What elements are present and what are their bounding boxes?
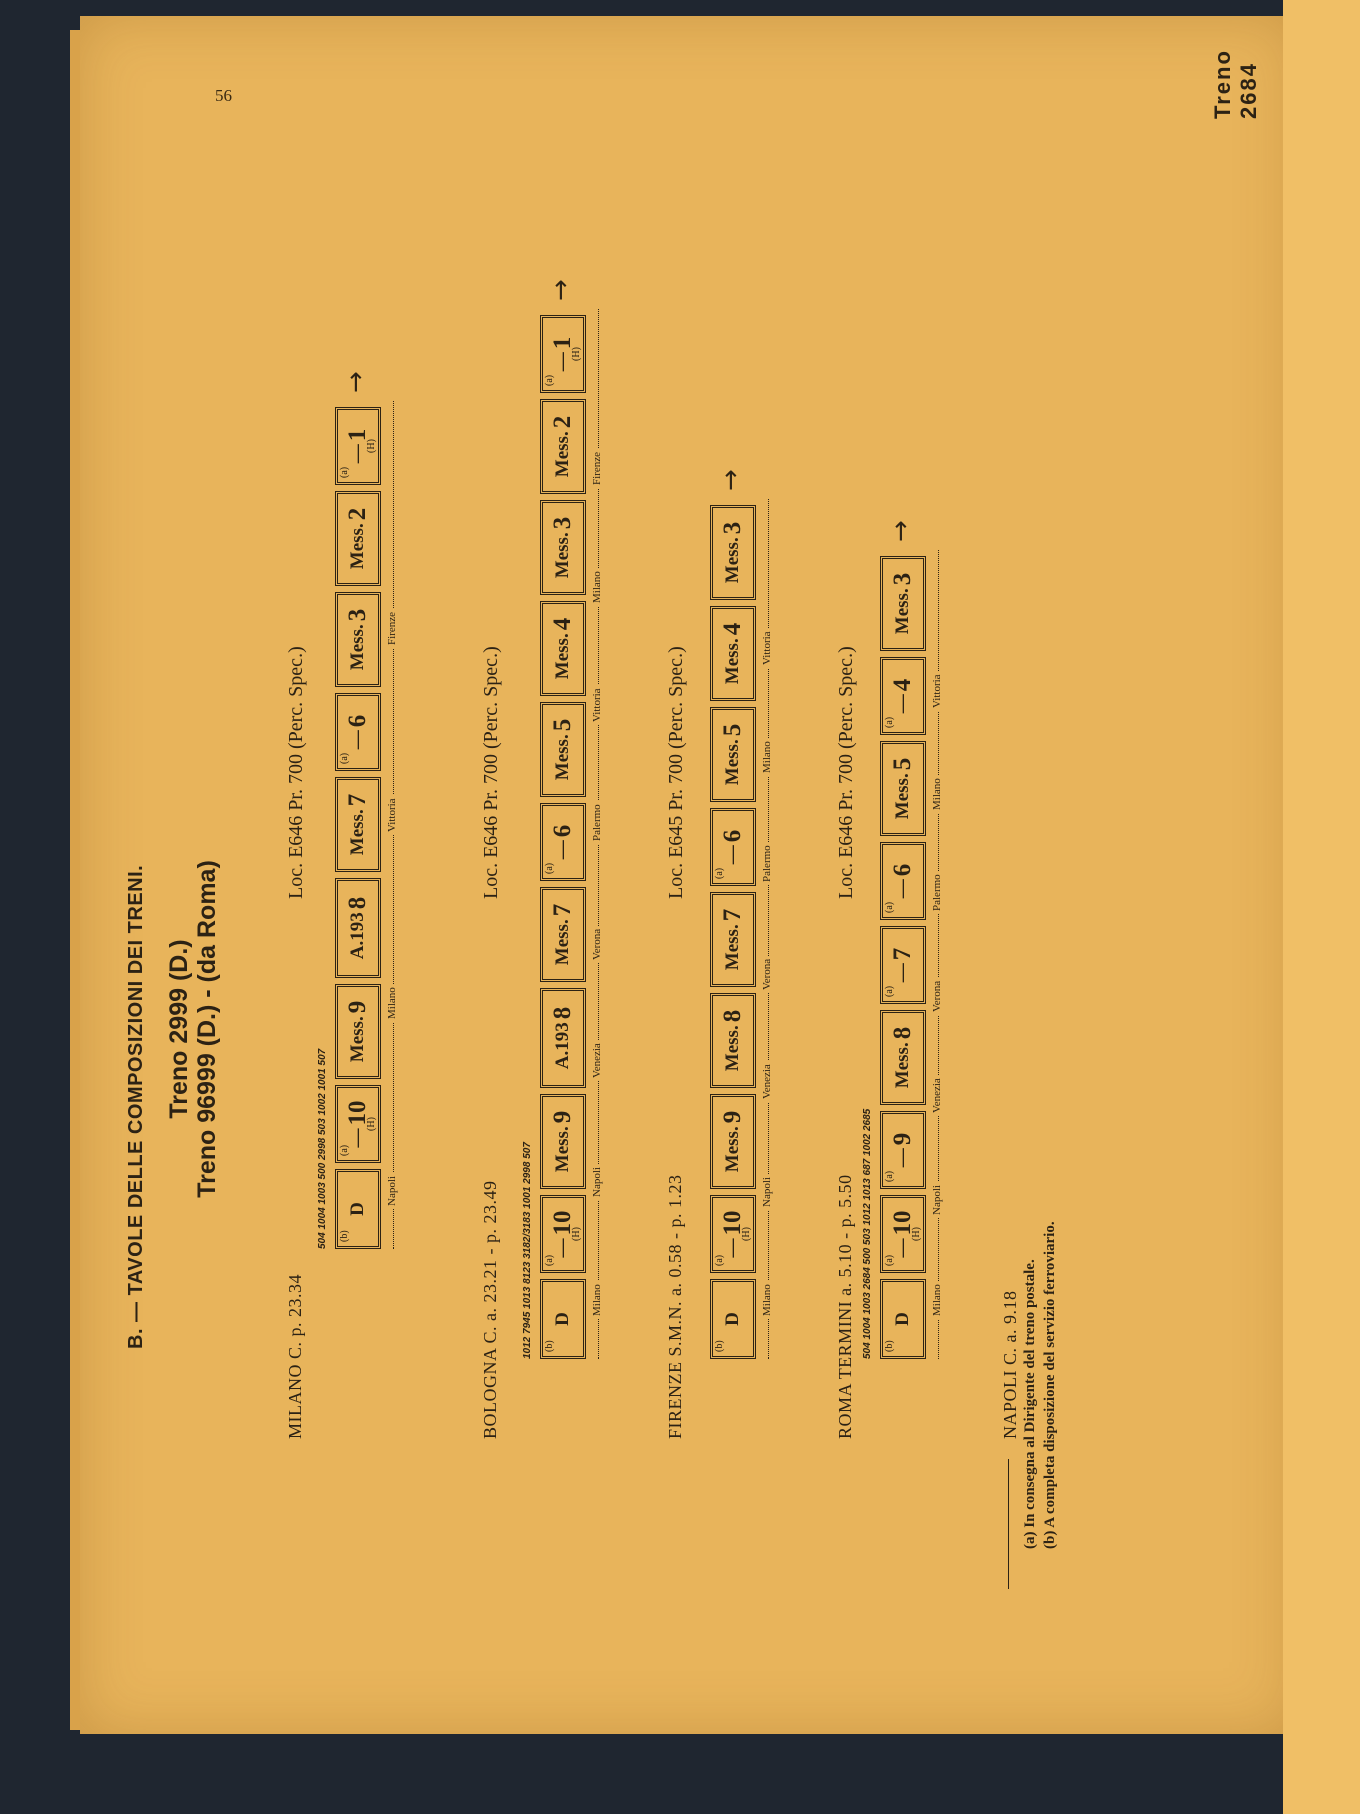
route-label: Palermo: [761, 842, 773, 885]
car-number: 9: [889, 1132, 916, 1146]
car-label: Mess.: [722, 924, 743, 971]
car-label: —: [552, 840, 573, 860]
route-label: Venezia: [591, 1040, 603, 1081]
car-number: 6: [719, 829, 746, 843]
car-tag: (a): [884, 985, 895, 997]
train-car: [335, 1169, 381, 1249]
car-sub: (H): [571, 1227, 582, 1241]
train-references: 1012 7945 1013 8123 3182/3183 1001 2998 507: [522, 1142, 533, 1359]
train-car: [335, 878, 381, 978]
station-bologna: BOLOGNA C. a. 23.21 - p. 23.49: [480, 1180, 500, 1439]
car-label: Mess.: [552, 431, 573, 478]
car-label: Mess.: [892, 773, 913, 820]
train-car: [335, 592, 381, 687]
train-car: [710, 892, 756, 987]
route-label: Palermo: [931, 871, 943, 914]
train-car: [880, 741, 926, 836]
car-number: 9: [549, 1110, 576, 1124]
route-label: Vittoria: [761, 628, 773, 668]
car-label: —: [892, 963, 913, 983]
car-label: —: [722, 1238, 743, 1258]
train-car: [540, 399, 586, 494]
route-label: Verona: [591, 926, 603, 963]
car-label: Mess.: [722, 638, 743, 685]
car-label: D: [892, 1312, 913, 1326]
car-label: Mess.: [892, 1042, 913, 1089]
loc-2: Loc. E646 Pr. 700 (Perc. Spec.): [480, 646, 502, 899]
car-number: 5: [889, 757, 916, 771]
train-car: [540, 1195, 586, 1273]
next-page-edge: [1283, 0, 1360, 1814]
car-label: —: [722, 845, 743, 865]
train-car: [335, 407, 381, 485]
train-car: [710, 606, 756, 701]
train-car: [335, 777, 381, 872]
car-label: Mess.: [552, 734, 573, 781]
route-label: Firenze: [386, 609, 398, 648]
car-label: Mess.: [552, 1126, 573, 1173]
car-number: 8: [719, 1009, 746, 1023]
car-number: 7: [889, 947, 916, 961]
car-label: D: [347, 1202, 368, 1216]
train-car: [880, 926, 926, 1004]
train-car: [880, 556, 926, 651]
car-number: 9: [719, 1110, 746, 1124]
train-car: [335, 491, 381, 586]
route-label: Milano: [931, 775, 943, 813]
car-label: —: [892, 879, 913, 899]
train-car: [540, 702, 586, 797]
car-label: Mess.: [347, 809, 368, 856]
train-car: [710, 505, 756, 600]
train-car: [540, 315, 586, 393]
composition-row: [862, 19, 943, 1759]
direction-arrow: →: [546, 279, 576, 301]
car-label: —: [892, 1238, 913, 1258]
train-car: [880, 842, 926, 920]
train-car: [710, 1279, 756, 1359]
car-sub: (H): [741, 1227, 752, 1241]
car-tag: (a): [714, 1254, 725, 1266]
footer-train: Treno 2684: [1210, 49, 1261, 119]
route-label: Milano: [761, 1281, 773, 1319]
loc-1: Loc. E646 Pr. 700 (Perc. Spec.): [285, 646, 307, 899]
train-heading: [165, 819, 221, 1239]
car-label: —: [347, 444, 368, 464]
car-label: Mess.: [722, 1126, 743, 1173]
car-number: 4: [549, 617, 576, 631]
car-number: 10: [549, 1210, 576, 1236]
car-number: 8: [549, 1006, 576, 1020]
train-car: [880, 1279, 926, 1359]
car-tag: (a): [339, 1144, 350, 1156]
route-label: Milano: [386, 984, 398, 1022]
train-car: [710, 1195, 756, 1273]
car-tag: (b): [339, 1230, 350, 1242]
car-tag: (b): [714, 1340, 725, 1352]
car-label: Mess.: [722, 739, 743, 786]
train-car: [540, 601, 586, 696]
train-car: [335, 1085, 381, 1163]
car-tag: (b): [544, 1340, 555, 1352]
route-label: Napoli: [761, 1174, 773, 1210]
car-number: 3: [549, 516, 576, 530]
route-label: Venezia: [761, 1061, 773, 1102]
train-car: [710, 1094, 756, 1189]
car-label: —: [892, 1148, 913, 1168]
car-number: 3: [889, 572, 916, 586]
car-number: 6: [549, 824, 576, 838]
car-number: 7: [719, 908, 746, 922]
car-number: 10: [344, 1100, 371, 1126]
train-car: [880, 1111, 926, 1189]
train-car: [710, 808, 756, 886]
train-car: [540, 988, 586, 1088]
car-label: —: [552, 352, 573, 372]
car-label: A.193: [552, 1022, 573, 1070]
train-car: [540, 887, 586, 982]
car-label: —: [552, 1238, 573, 1258]
car-sub: (H): [571, 347, 582, 361]
car-tag: (a): [544, 862, 555, 874]
car-number: 6: [889, 863, 916, 877]
car-number: 10: [719, 1210, 746, 1236]
train-line-2: Treno 96999 (D.) - (da Roma): [193, 860, 221, 1198]
route-label: Napoli: [386, 1173, 398, 1209]
car-tag: (b): [884, 1340, 895, 1352]
train-car: [880, 1195, 926, 1273]
car-number: 2: [549, 415, 576, 429]
car-label: Mess.: [722, 537, 743, 584]
section-title: B. — TAVOLE DELLE COMPOSIZIONI DEI TRENI.: [125, 864, 147, 1349]
car-tag: (a): [884, 1254, 895, 1266]
route-label: Napoli: [931, 1182, 943, 1218]
car-number: 10: [889, 1210, 916, 1236]
car-label: Mess.: [347, 624, 368, 671]
car-tag: (a): [884, 716, 895, 728]
car-number: 9: [344, 1000, 371, 1014]
car-tag: (a): [884, 1170, 895, 1182]
train-car: [540, 1279, 586, 1359]
train-line-1: Treno 2999 (D.): [165, 939, 193, 1119]
car-tag: (a): [544, 1254, 555, 1266]
route-label: Palermo: [591, 801, 603, 844]
car-label: Mess.: [552, 532, 573, 579]
car-number: 4: [889, 678, 916, 692]
route-label: Venezia: [931, 1075, 943, 1116]
car-number: 8: [344, 896, 371, 910]
car-sub: (H): [366, 1117, 377, 1131]
car-tag: (a): [339, 466, 350, 478]
car-number: 7: [344, 793, 371, 807]
train-references: 504 1004 1003 500 2998 503 1002 1001 507: [317, 1048, 328, 1249]
car-label: Mess.: [552, 633, 573, 680]
route-label: Verona: [761, 956, 773, 993]
route-label: Milano: [761, 738, 773, 776]
car-number: 8: [889, 1026, 916, 1040]
car-number: 3: [344, 608, 371, 622]
loc-3: Loc. E645 Pr. 700 (Perc. Spec.): [665, 646, 687, 899]
car-label: —: [347, 1128, 368, 1148]
car-number: 5: [719, 723, 746, 737]
train-car: [335, 693, 381, 771]
car-label: Mess.: [892, 588, 913, 635]
train-car: [540, 500, 586, 595]
car-tag: (a): [339, 752, 350, 764]
train-car: [540, 803, 586, 881]
car-tag: (a): [884, 901, 895, 913]
car-label: Mess.: [552, 919, 573, 966]
route-label: Firenze: [591, 449, 603, 488]
car-number: 1: [344, 428, 371, 442]
rotated-content: [0, 19, 1261, 1759]
note-a: (a) In consegna al Dirigente del treno postale.: [1022, 1259, 1038, 1549]
car-sub: (H): [366, 439, 377, 453]
car-number: 4: [719, 622, 746, 636]
station-napoli: NAPOLI C. a. 9.18: [1000, 1290, 1020, 1439]
car-label: Mess.: [347, 523, 368, 570]
route-label: Milano: [591, 1281, 603, 1319]
route-label: Vittoria: [591, 685, 603, 725]
footnotes: [1020, 1221, 1060, 1549]
train-car: [880, 1010, 926, 1105]
car-number: 6: [344, 714, 371, 728]
direction-arrow: →: [716, 469, 746, 491]
station-roma: ROMA TERMINI a. 5.10 - p. 5.50: [835, 1174, 855, 1439]
note-b: (b) A completa disposizione del servizio ferroviario.: [1042, 1221, 1058, 1549]
car-label: A.193: [347, 912, 368, 960]
car-number: 2: [344, 507, 371, 521]
car-label: —: [892, 694, 913, 714]
car-label: Mess.: [722, 1025, 743, 1072]
car-number: 3: [719, 521, 746, 535]
composition-row: [522, 19, 603, 1759]
train-car: [540, 1094, 586, 1189]
notes-rule: [1008, 1459, 1009, 1589]
composition-row: [710, 19, 773, 1759]
car-sub: (H): [911, 1227, 922, 1241]
station-firenze: FIRENZE S.M.N. a. 0.58 - p. 1.23: [665, 1174, 685, 1439]
car-label: D: [552, 1312, 573, 1326]
car-label: —: [347, 730, 368, 750]
route-label: Verona: [931, 978, 943, 1015]
train-car: [710, 993, 756, 1088]
train-references: 504 1004 1003 2684 500 503 1012 1013 687 1002 2685: [862, 1108, 873, 1359]
page-number: 56: [215, 86, 232, 105]
route-label: Vittoria: [386, 795, 398, 835]
car-label: D: [722, 1312, 743, 1326]
route-label: Milano: [931, 1281, 943, 1319]
car-number: 1: [549, 336, 576, 350]
car-number: 7: [549, 903, 576, 917]
train-car: [335, 984, 381, 1079]
route-label: Milano: [591, 568, 603, 606]
direction-arrow: →: [886, 520, 916, 542]
car-tag: (a): [544, 374, 555, 386]
train-car: [710, 707, 756, 802]
car-tag: (a): [714, 867, 725, 879]
direction-arrow: →: [341, 371, 371, 393]
route-label: Vittoria: [931, 671, 943, 711]
station-milano: MILANO C. p. 23.34: [285, 1274, 305, 1439]
train-car: [880, 657, 926, 735]
car-label: Mess.: [347, 1016, 368, 1063]
composition-row: [317, 19, 398, 1759]
loc-4: Loc. E646 Pr. 700 (Perc. Spec.): [835, 646, 857, 899]
car-number: 5: [549, 718, 576, 732]
route-label: Napoli: [591, 1164, 603, 1200]
